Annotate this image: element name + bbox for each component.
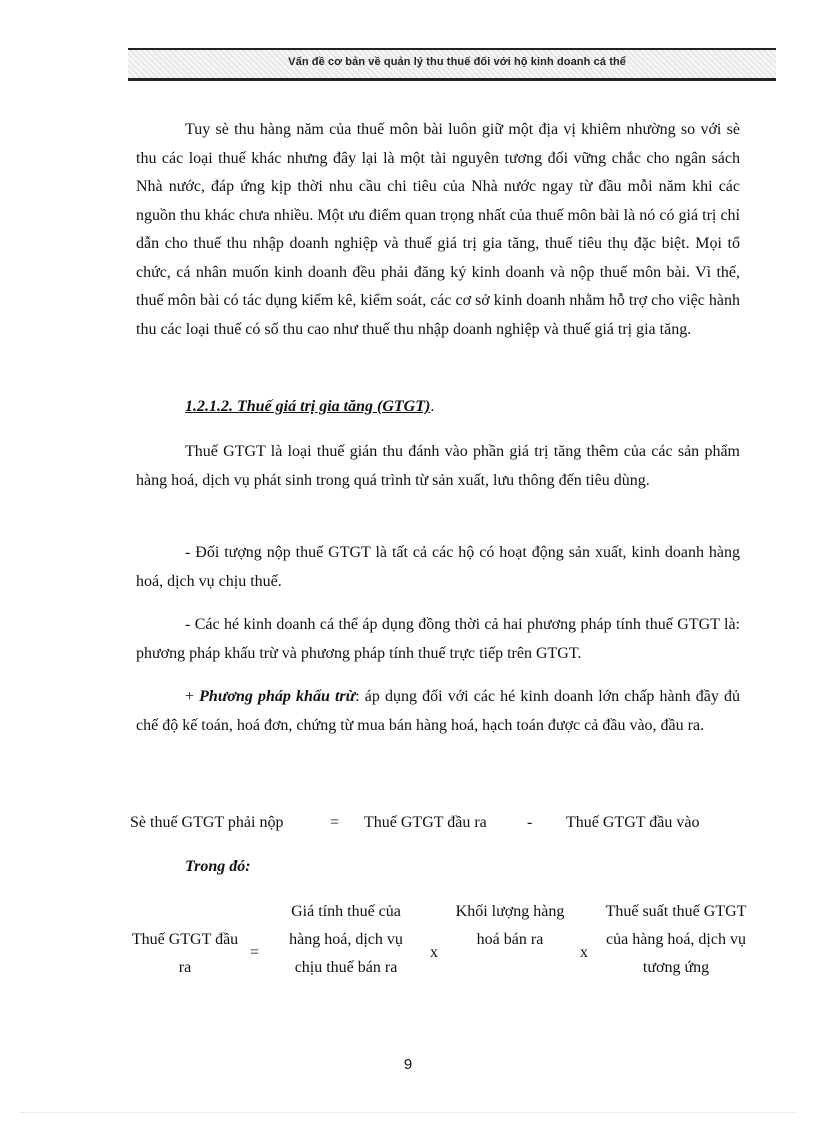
section-heading: [185, 398, 434, 416]
section-heading-period: .: [430, 398, 435, 415]
deduction-prefix: +: [185, 688, 200, 705]
page-bottom-edge: [20, 1112, 796, 1113]
formula-output-vat: Thuế GTGT đầu ra: [364, 814, 487, 831]
formula-equals: =: [330, 814, 340, 831]
formula-lhs: Sè thuế GTGT phải nộp: [130, 814, 284, 831]
formula-minus: -: [527, 814, 533, 831]
section-heading-text: 1.2.1.2. Thuế giá trị gia tăng (GTGT): [185, 398, 431, 415]
paragraph-methods: - Các hé kinh doanh cá thể áp dụng đồng thời cả hai phương pháp tính thuế GTGT là: phương pháp khấu trừ và phương pháp tính thuế trực tiếp trên GTGT.: [136, 616, 740, 662]
formula-input-vat: Thuế GTGT đầu vào: [566, 814, 700, 831]
trong-do-label: Trong đó:: [185, 858, 251, 875]
formula2-times-2: x: [580, 944, 588, 961]
page-number: 9: [403, 1056, 413, 1073]
formula2-lhs: Thuế GTGT đầu ra: [131, 931, 239, 976]
formula2-equals: =: [250, 944, 260, 961]
deduction-method-term: Phương pháp khấu trừ: [199, 688, 356, 705]
deduction-method-desc: : áp dụng đối với các hé kinh doanh lớn chấp hành đầy đủ chế độ kế toán, hoá đơn, chứng từ mua bán hàng hoá, hạch toán được cả đầu vào, đầu ra.: [136, 688, 740, 734]
paragraph-gtgt-definition: Thuế GTGT là loại thuế gián thu đánh vào phần giá trị tăng thêm của các sản phẩm hàng hoá, dịch vụ phát sinh trong quá trình từ sản xuất, lưu thông đến tiêu dùng.: [136, 443, 740, 489]
formula2-times-1: x: [430, 944, 438, 961]
header-title: Vấn đề cơ bản về quản lý thu thuế đối với hộ kinh doanh cá thể: [288, 56, 626, 68]
header-rule: [128, 80, 776, 81]
formula2-factor-price: Giá tính thuế của hàng hoá, dịch vụ chịu thuế bán ra: [289, 903, 403, 976]
formula2-factor-rate: Thuế suất thuế GTGT của hàng hoá, dịch vụ tương ứng: [605, 903, 747, 976]
paragraph-taxpayer: - Đối tượng nộp thuế GTGT là tất cả các hộ có hoạt động sản xuất, kinh doanh hàng hoá, dịch vụ chịu thuế.: [136, 544, 740, 590]
paragraph-mon-bai: Tuy sè thu hàng năm của thuế môn bài luôn giữ một địa vị khiêm nhường so với sè thu các loại thuế khác nhưng đây lại là một tài nguyên tương đối vững chắc cho ngân sách Nhà nước, đáp ứng kịp thời nhu cầu chi tiêu của Nhà nước ngay từ đầu mỗi năm khi các nguồn thu khác chưa nhiều. Một ưu điểm quan trọng nhất của thuế môn bài là nó có giá trị chỉ dẫn cho thuế thu nhập doanh nghiệp và thuế giá trị gia tăng, thuế tiêu thụ đặc biệt. Mọi tổ chức, cá nhân muốn kinh doanh đều phải đăng ký kinh doanh và nộp thuế môn bài. Vì thế, thuế môn bài có tác dụng kiểm kê, kiểm soát, các cơ sở kinh doanh nhằm hỗ trợ cho việc hành thu các loại thuế có số thu cao như thuế thu nhập doanh nghiệp và thuế giá trị gia tăng.: [136, 121, 740, 338]
header-banner: [128, 48, 776, 80]
paragraph-deduction-method: [136, 683, 740, 740]
formula2-factor-quantity: Khối lượng hàng hoá bán ra: [455, 903, 565, 948]
